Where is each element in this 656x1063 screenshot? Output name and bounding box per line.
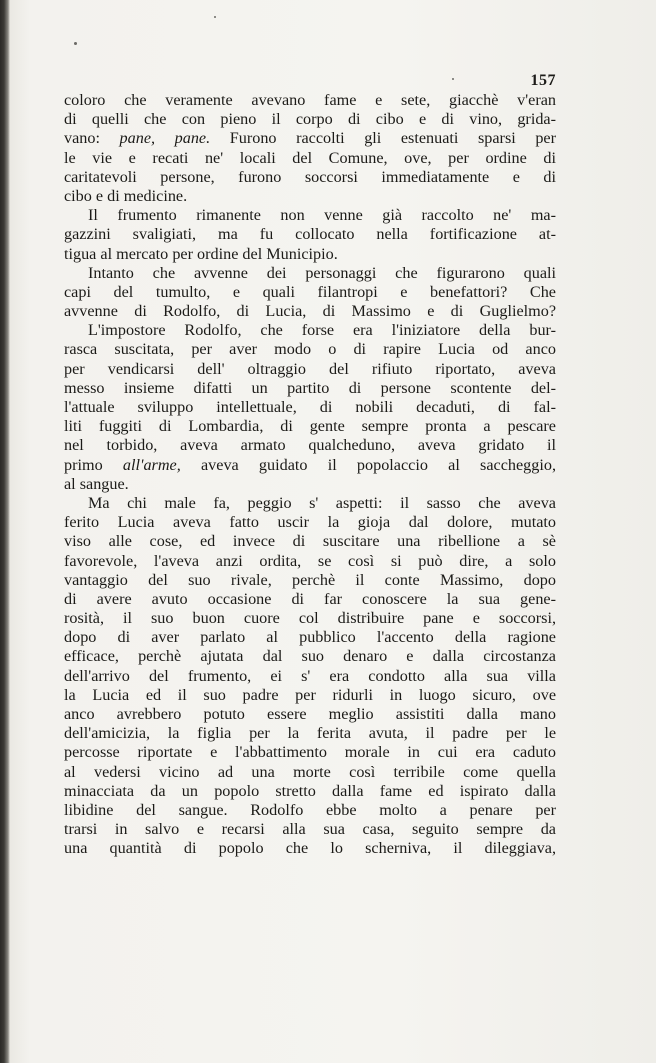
text-line: vantaggio del suo rivale, perchè il conte Massimo, dopo	[64, 570, 556, 589]
text-line: viso alle cose, ed invece di suscitare una ribellione a sè	[64, 532, 556, 551]
text-line: Intanto che avvenne dei personaggi che figurarono quali	[88, 263, 556, 282]
text-line: primo all'arme, aveva guidato il popolaccio al saccheggio,	[64, 455, 556, 474]
text-line: avvenne di Rodolfo, di Lucia, di Massimo e di Guglielmo?	[64, 302, 556, 321]
text-line: dell'amicizia, la figlia per la ferita avuta, il padre per le	[64, 724, 556, 743]
text-line: le vie e recati ne' locali del Comune, ove, per ordine di	[64, 148, 556, 167]
text-line: Il frumento rimanente non venne già raccolto ne' ma-	[88, 206, 556, 225]
text-line: anco avrebbero potuto essere meglio assistiti dalla mano	[64, 705, 556, 723]
text-line: di quelli che con pieno il corpo di cibo e di vino, grida-	[64, 110, 556, 129]
text-line: rasca suscitata, per aver modo o di rapire Lucia od anco	[64, 340, 556, 359]
text-line: capi del tumulto, e quali filantropi e benefattori? Che	[64, 282, 556, 301]
text-line: ferito Lucia aveva fatto uscir la gioja dal dolore, mutato	[64, 513, 556, 532]
paper-speck	[452, 78, 454, 80]
text-line: una quantità di popolo che lo scherniva, il dileggiava,	[64, 839, 556, 858]
page-number: 157	[530, 72, 556, 89]
text-line: coloro che veramente avevano fame e sete, giacchè v'eran	[64, 91, 556, 109]
paper-speck	[214, 16, 216, 18]
text-line: al sangue.	[64, 474, 129, 493]
text-line: Ma chi male fa, peggio s' aspetti: il sasso che aveva	[88, 493, 556, 512]
text-line: dell'arrivo del frumento, ei s' era condotto alla sua villa	[64, 666, 556, 685]
text-line: la Lucia ed il suo padre per ridurli in luogo sicuro, ove	[64, 685, 556, 704]
text-line: messo insieme difatti un partito di persone scontente del-	[64, 378, 556, 397]
text-line: tigua al mercato per ordine del Municipio.	[64, 244, 338, 263]
text-line: liti fuggiti di Lombardia, di gente sempre pronta a pescare	[64, 417, 556, 436]
body-text	[64, 91, 556, 859]
text-line: al vedersi vicino ad una morte così terribile come quella	[64, 762, 556, 781]
text-line: minacciata da un popolo stretto dalla fame ed ispirato dalla	[64, 781, 556, 800]
book-spine-shadow	[0, 0, 10, 1063]
text-line: favorevole, l'aveva anzi ordita, se così si può dire, a solo	[64, 551, 556, 570]
text-line: caritatevoli persone, furono soccorsi immediatamente e di	[64, 167, 556, 186]
text-line: per vendicarsi dell' oltraggio del rifiuto riportato, aveva	[64, 359, 556, 378]
text-line: cibo e di medicine.	[64, 186, 188, 205]
text-line: efficace, perchè ajutata dal suo denaro e dalla circostanza	[64, 647, 556, 666]
text-line: percosse riportate e l'abbattimento morale in cui era caduto	[64, 743, 556, 762]
text-line: l'attuale sviluppo intellettuale, di nobili decaduti, di fal-	[64, 398, 556, 416]
text-line: rosità, il suo buon cuore col distribuire pane e soccorsi,	[64, 609, 556, 628]
text-line: L'impostore Rodolfo, che forse era l'iniziatore della bur-	[88, 321, 556, 340]
text-line: vano: pane, pane. Furono raccolti gli estenuati sparsi per	[64, 129, 556, 148]
text-line: dopo di aver parlato al pubblico l'accento della ragione	[64, 628, 556, 647]
text-line: nel torbido, aveva armato qualcheduno, aveva gridato il	[64, 436, 556, 455]
text-line: libidine del sangue. Rodolfo ebbe molto a penare per	[64, 800, 556, 819]
text-line: di avere avuto occasione di far conoscere la sua gene-	[64, 589, 556, 608]
paper-speck	[74, 42, 77, 45]
text-line: trarsi in salvo e recarsi alla sua casa, seguito sempre da	[64, 820, 556, 839]
text-line: gazzini svaligiati, ma fu collocato nella fortificazione at-	[64, 225, 556, 244]
